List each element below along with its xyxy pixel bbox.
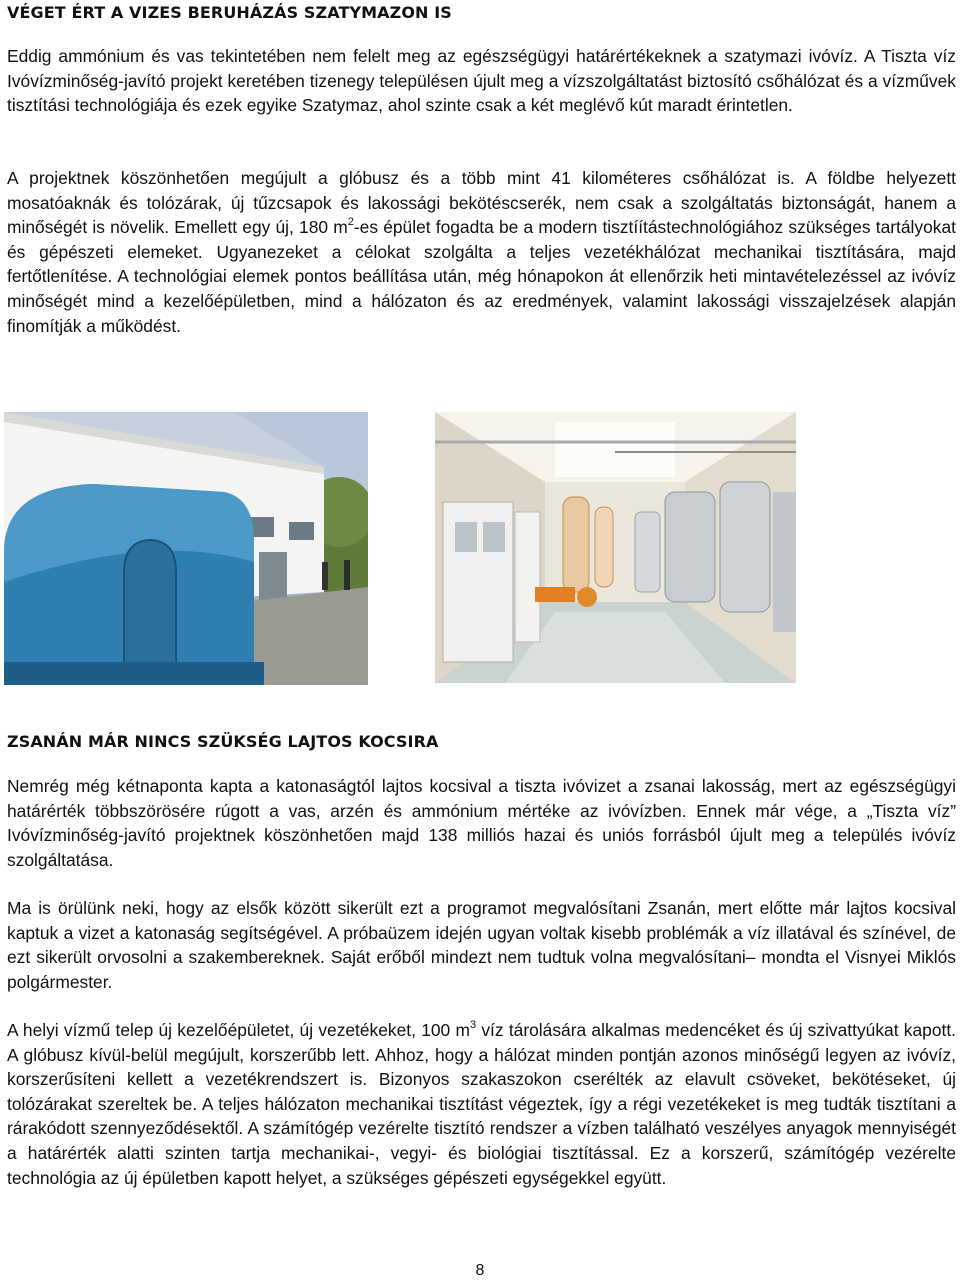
superscript-3: 3	[469, 1019, 477, 1032]
superscript-2: 2	[347, 216, 354, 229]
paragraph-text-b: -es épület fogadta be a modern tisztíítástechnológiához szükséges tartályokat és gépészeti elemeket. Ugyanezeket a célokat szolgálta a teljes vezetékhálózat mechanikai tisztítására, majd fertőtlenítése. A technológiai elemek pontos beállítása után, még hónapokon át ellenőrzik heti mintavételezéssel az ivóvíz minőségét mind a kezelőépületben, mind a hálózaton és az eredmények, valamint lakossági visszajelzések alapján finomítják a működést.	[7, 217, 956, 336]
paragraph-zsana-intro: Nemrég még kétnaponta kapta a katonaságtól lajtos kocsival a tiszta ivóvizet a zsanai lakosság, mert az egészségügyi határérték többszörösére rúgott a vas, arzén és ammónium mértéke az ivóvízben. Ennek már vége, a „Tiszta víz” Ivóvízminőség-javító projektnek köszönhetően majd 138 milliós hazai és uniós forrásból újult meg a település ivóvíz szolgáltatása.	[7, 776, 956, 870]
photo-treatment-hall-interior-image	[435, 412, 796, 683]
photo-treatment-hall-interior	[435, 412, 796, 683]
paragraph-zsana-details	[7, 1018, 956, 1190]
photo-building-exterior	[4, 412, 368, 685]
paragraph-text-a: A projektnek köszönhetően megújult a glóbusz és a több mint 41 kilométeres csőhálózat is. A földbe helyezett mosatóaknák és tolózárak, új tűzcsapok és lakossági bekötéscserék, nem csak a szolgáltatás biztonságát, hanem a minőségét is növelik. Emellett egy új, 180 m	[7, 168, 956, 238]
paragraph-szatymaz-details	[7, 166, 956, 338]
photo-building-exterior-image	[4, 412, 368, 685]
section-heading-szatymaz: VÉGET ÉRT A VIZES BERUHÁZÁS SZATYMAZON IS	[7, 3, 452, 22]
page-number: 8	[475, 1262, 485, 1279]
paragraph-text-a: A helyi vízmű telep új kezelőépületet, új vezetékeket, 100 m	[7, 1020, 470, 1040]
paragraph-szatymaz-intro: Eddig ammónium és vas tekintetében nem felelt meg az egészségügyi határértékeknek a szatymazi ivóvíz. A Tiszta víz Ivóvízminőség-javító projekt keretében tizenegy településen újult meg a vízszolgáltatást biztosító csőhálózat és a vízművek tisztítási technológiája és ezek egyike Szatymaz, ahol szinte csak a két meglévő kút maradt érintetlen.	[7, 46, 956, 116]
paragraph-zsana-quote: Ma is örülünk neki, hogy az elsők között sikerült ezt a programot megvalósítani Zsanán, mert előtte már lajtos kocsival kaptuk a vizet a katonaság segítségével. A próbaüzem idején ugyan voltak kisebb problémák a víz illatával és színével, de ezt sikerült orvosolni a szakembereknek. Saját erőből mindezt nem tudtuk volna megvalósítani– mondta el Visnyei Miklós polgármester.	[7, 898, 956, 992]
section-heading-zsana: ZSANÁN MÁR NINCS SZÜKSÉG LAJTOS KOCSIRA	[7, 732, 439, 751]
paragraph-text-b: víz tárolására alkalmas medencéket és új szivattyúkat kapott. A glóbusz kívül-belül megújult, korszerűbb lett. Ahhoz, hogy a hálózat minden pontján azonos minőségű legyen az ivóvíz, korszerűsíteni kellett a vezetékrendszert is. Bizonyos szakaszokon cserélték az elavult csöveket, bekötéseket, új tolózárakat szereltek be. A teljes hálózaton mechanikai tisztítást végeztek, így a régi vezetékeket is meg tudták tisztítani a rárakódott szennyeződésektől. A számítógép vezérelte tisztító rendszer a vízben található veszélyes anyagok mennyiségét a határérték alatti szinten tartja mechanikai-, vegyi- és biológiai tisztítással. Ez a korszerű, számítógép vezérelte technológia az új épületben kapott helyet, a szükséges gépészeti egységekkel együtt.	[7, 1020, 956, 1188]
